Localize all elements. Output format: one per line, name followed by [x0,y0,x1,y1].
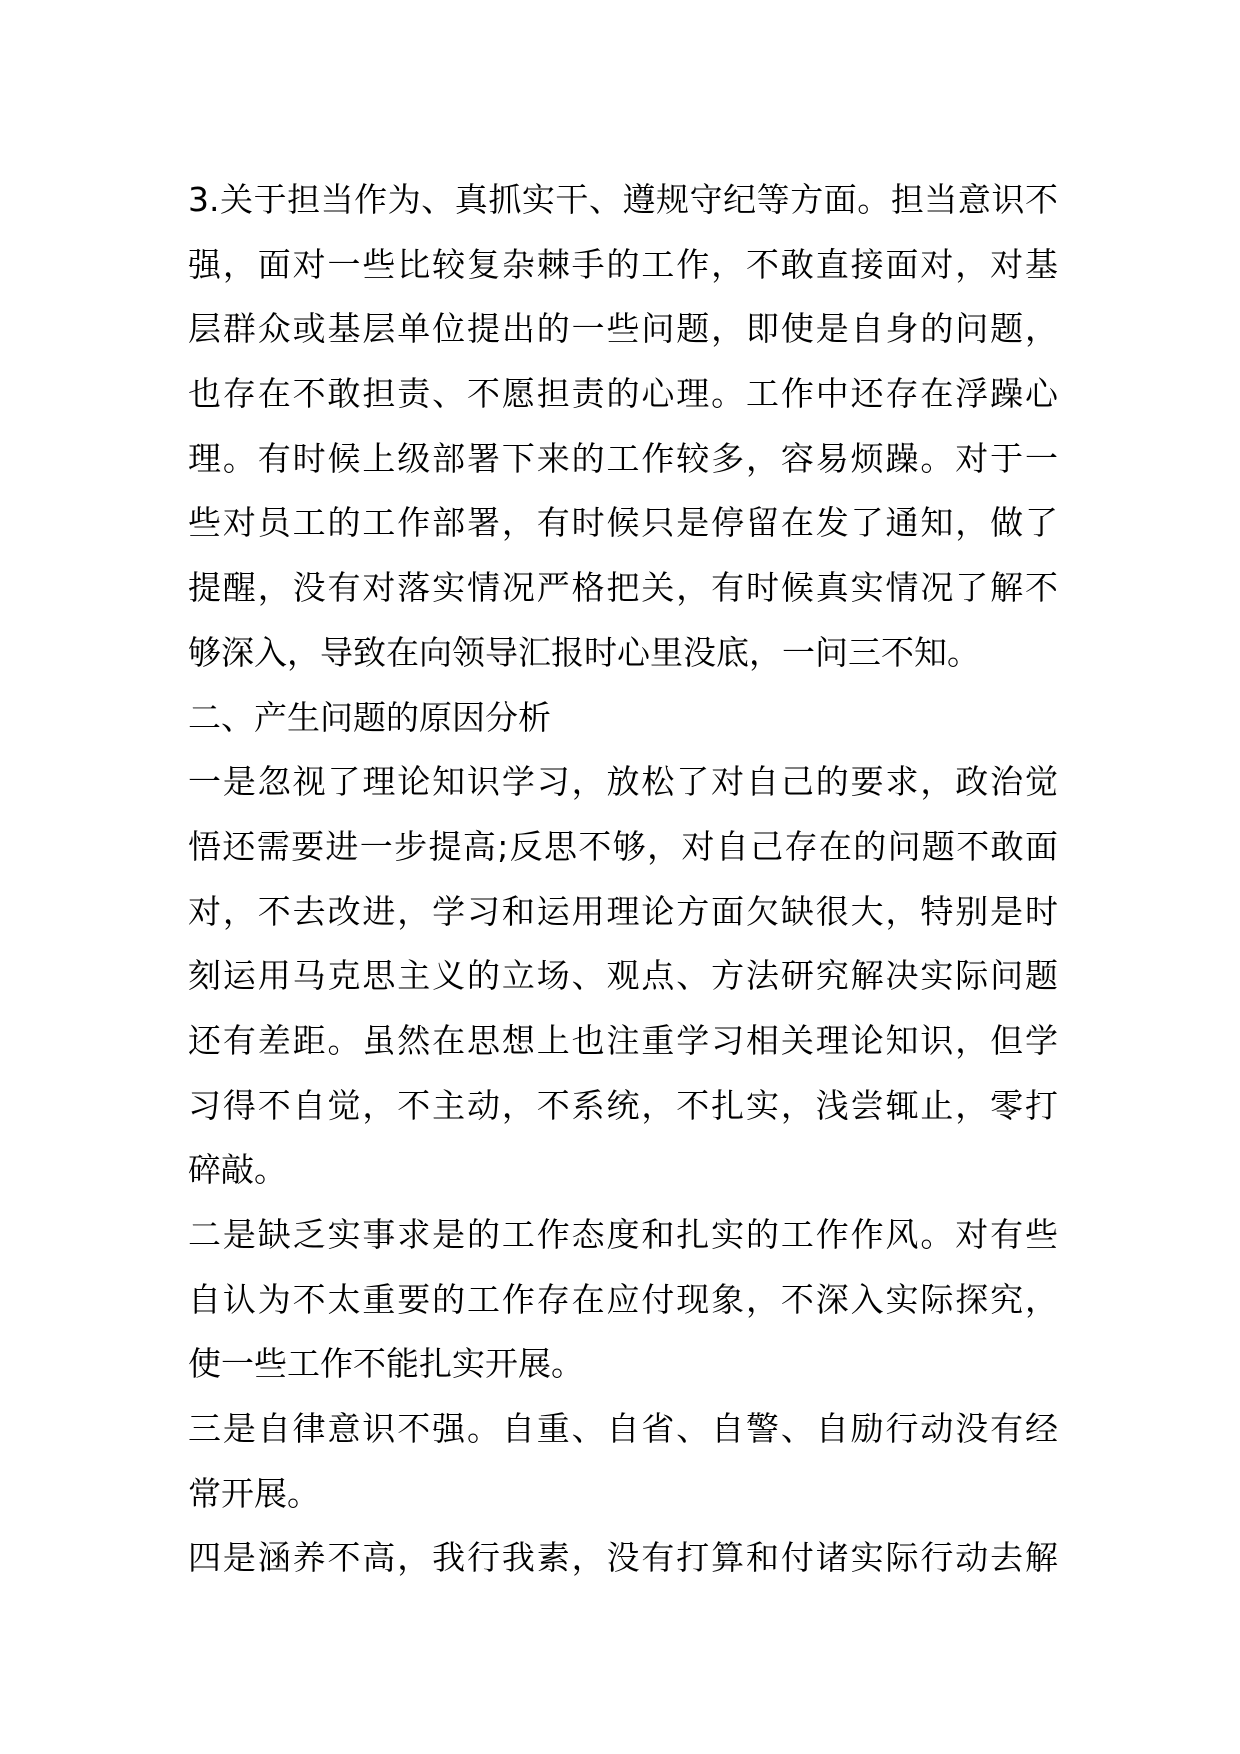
text-line: 四是涵养不高，我行我素，没有打算和付诸实际行动去解 [188,1538,1058,1578]
text-line: 理。有时候上级部署下来的工作较多，容易烦躁。对于一 [188,438,1058,478]
section-heading: 二、产生问题的原因分析 [188,697,551,737]
text-line: 一是忽视了理论知识学习，放松了对自己的要求，政治觉 [188,762,1058,802]
text-line: 刻运用马克思主义的立场、观点、方法研究解决实际问题 [188,956,1058,996]
document-body [188,168,1058,1591]
text-line: 够深入，导致在向领导汇报时心里没底，一问三不知。 [188,632,980,672]
text-line: 常开展。 [188,1473,320,1513]
text-line: 使一些工作不能扎实开展。 [188,1344,584,1384]
text-line: 二是缺乏实事求是的工作态度和扎实的工作作风。对有些 [188,1215,1058,1254]
text-line: 提醒，没有对落实情况严格把关，有时候真实情况了解不 [188,568,1058,608]
text-line: 还有差距。虽然在思想上也注重学习相关理论知识，但学 [188,1020,1058,1060]
text-line: 习得不自觉，不主动，不系统，不扎实，浅尝辄止，零打 [188,1085,1058,1125]
text-line: 强，面对一些比较复杂棘手的工作，不敢直接面对，对基 [188,244,1058,284]
text-line: 对，不去改进，学习和运用理论方面欠缺很大，特别是时 [188,891,1058,931]
text-line: 也存在不敢担责、不愿担责的心理。工作中还存在浮躁心 [188,374,1058,414]
text-line: 悟还需要进一步提高;反思不够，对自己存在的问题不敢面 [188,826,1058,866]
text-line: 自认为不太重要的工作存在应付现象，不深入实际探究， [188,1279,1058,1319]
text-line: 三是自律意识不强。自重、自省、自警、自励行动没有经 [188,1409,1058,1449]
text-line: 碎敲。 [188,1150,287,1190]
text-line: 3.关于担当作为、真抓实干、遵规守纪等方面。担当意识不 [188,180,1058,219]
text-line: 层群众或基层单位提出的一些问题，即使是自身的问题， [188,309,1058,349]
text-line: 些对员工的工作部署，有时候只是停留在发了通知，做了 [188,503,1058,543]
